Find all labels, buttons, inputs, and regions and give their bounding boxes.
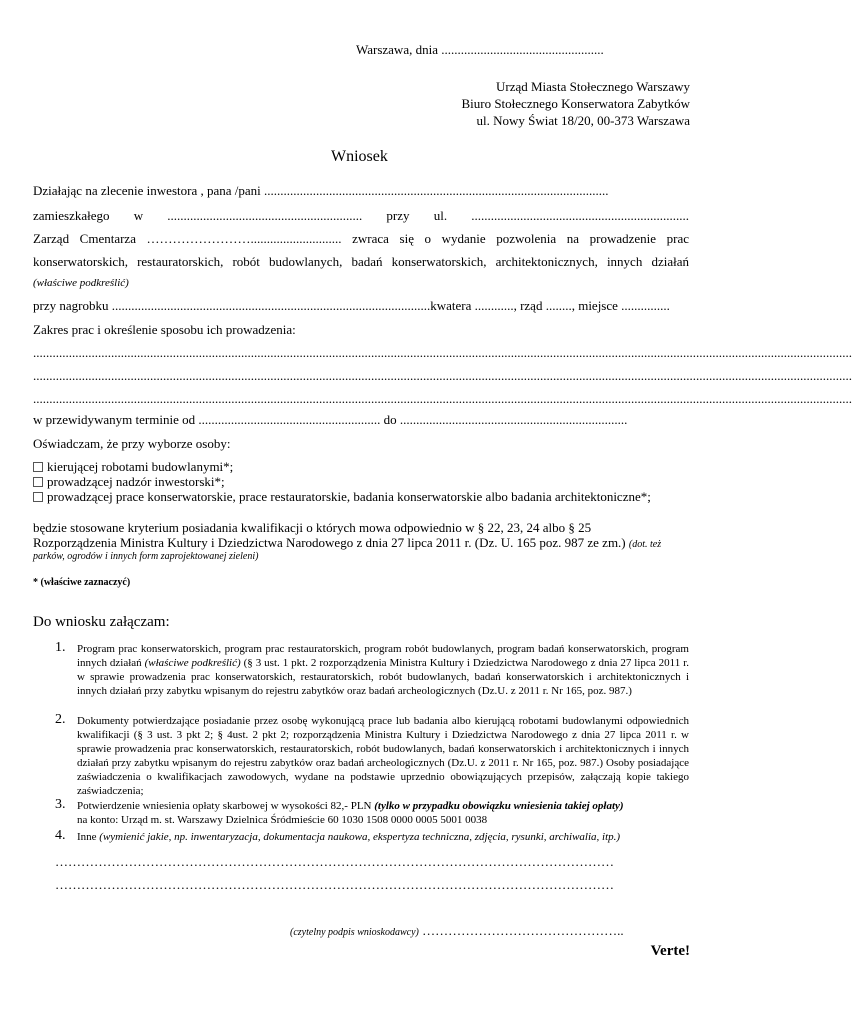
signature-line[interactable] <box>290 922 624 940</box>
address-line[interactable] <box>33 208 689 224</box>
item-number: 3. <box>55 797 66 812</box>
signature-field[interactable]: ……………………………………….. <box>418 923 624 938</box>
office-address: ul. Nowy Świat 18/20, 00-373 Warszawa <box>476 113 690 128</box>
office-department: Biuro Stołecznego Konserwatora Zabytków <box>461 96 690 111</box>
mark-note: * (właściwe zaznaczyć) <box>33 577 131 588</box>
address-in-label: w <box>133 208 144 223</box>
option-construction-manager[interactable] <box>33 459 233 475</box>
scope-blank-line[interactable]: ............................................................................................................................................................................................................................................................ <box>33 391 852 406</box>
checkbox[interactable] <box>33 462 43 472</box>
attachments-heading: Do wniosku załączam: <box>33 614 170 630</box>
attachment-item-4: Inne (wymienić jakie, np. inwentaryzacja, dokumentacja naukowa, ekspertyza techniczna, zdjęcia, rysunki, archiwalia, itp.) <box>77 831 621 843</box>
attachment-item-3: Potwierdzenie wniesienia opłaty skarbowej w wysokości 82,- PLN (tylko w przypadku obowiązku wniesienia takiej opłaty) na konto: Urząd m. st. Warszawy Dzielnica Śródmieście 60 1030 1508 0000 0005 5001 0038 <box>77 800 624 826</box>
work-types-line: konserwatorskich, restauratorskich, robót budowlanych, badań konserwatorskich, architektonicznych, innych działań <box>33 254 689 269</box>
signature-hint: (czytelny podpis wnioskodawcy) <box>290 927 419 938</box>
address-at-label: przy <box>386 208 410 223</box>
criteria-text: będzie stosowane kryterium posiadania kwalifikacji o których mowa odpowiednio w § 22, 23, 24 albo § 25 <box>33 520 592 535</box>
verte-label: Verte! <box>650 943 690 959</box>
office-name: Urząd Miasta Stołecznego Warszawy <box>495 79 690 94</box>
page-title: Wniosek <box>331 148 388 165</box>
other-blank-line[interactable]: ………………………………………………………………………………………………………………… <box>55 854 614 869</box>
criteria-note: parków, ogrodów i innych form zaprojektowanej zieleni) <box>33 551 259 562</box>
option-label: prowadzącej nadzór inwestorski*; <box>47 474 225 489</box>
declaration-label: Oświadczam, że przy wyborze osoby: <box>33 436 231 451</box>
address-city-field[interactable]: ............................................................ <box>167 208 363 223</box>
address-street-label: ul. <box>433 208 448 223</box>
underline-hint: (właściwe podkreślić) <box>33 277 129 289</box>
attachment-item-1: Program prac konserwatorskich, program prac restauratorskich, program robót budowlanych, program badań konserwatorskich, program innych działań (właściwe podkreślić) (§ 3 ust. 1 pkt. 2 rozporządzenia Ministra Kultury i Dziedzictwa Narodowego z dnia 27 lipca 2011 r. w sprawie prowadzenia prac konserwatorskich, restauratorskich, robót budowlanych, badań konserwatorskich i architektonicznych i innych działań przy zabytku wpisanym do rejestru zabytków oraz badań archeologicznych (Dz.U. z 2011 r. Nr 165, poz. 987.) <box>77 643 689 697</box>
option-label: kierującej robotami budowlanymi*; <box>47 459 234 474</box>
address-street-field[interactable]: ................................................................... <box>471 208 689 223</box>
item-number: 2. <box>55 712 66 727</box>
checkbox[interactable] <box>33 492 43 502</box>
criteria-text: Rozporządzenia Ministra Kultury i Dziedzictwa Narodowego z dnia 27 lipca 2011 r. (Dz. U. 165 poz. 987 ze zm.) (dot. też <box>33 535 662 550</box>
option-conservation-works[interactable] <box>33 489 651 505</box>
scope-blank-line[interactable]: ............................................................................................................................................................................................................................................................ <box>33 368 852 383</box>
date-line[interactable]: Warszawa, dnia .................................................. <box>356 42 604 57</box>
cemetery-line[interactable]: Zarząd Cmentarza ……………………............................ zwraca się o wydanie pozwolenia na prowadzenie prac <box>33 231 689 246</box>
checkbox[interactable] <box>33 477 43 487</box>
option-label: prowadzącej prace konserwatorskie, prace restauratorskie, badania konserwatorskie albo badania architektoniczne*; <box>47 489 651 504</box>
scope-blank-line[interactable]: ............................................................................................................................................................................................................................................................ <box>33 345 852 360</box>
attachment-item-2: Dokumenty potwierdzające posiadanie przez osobę wykonującą prace lub badania albo kierującą robotami budowlanymi odpowiednich kwalifikacji (§ 3 ust. 3 pkt 2; § 4ust. 2 pkt 2; rozporządzenia Ministra Kultury i Dziedzictwa Narodowego z dnia 27 lipca 2011 r. w sprawie prowadzenia prac konserwatorskich, restauratorskich, robót budowlanych, badań konserwatorskich i architektonicznych i innych działań przy zabytku wpisanym do rejestru zabytków oraz badań archeologicznych (Dz.U. z 2011 r. Nr 165, poz. 987.) Osoby posiadające zaświadczenia o kwalifikacjach zawodowych, wydane na podstawie uprzednio obowiązujących przepisów, załączają kopie takiego zaświadczenia; <box>77 715 689 797</box>
scope-label: Zakres prac i określenie sposobu ich prowadzenia: <box>33 322 296 337</box>
item-number: 4. <box>55 828 66 843</box>
item-number: 1. <box>55 640 66 655</box>
investor-line[interactable]: Działając na zlecenie inwestora , pana /pani .......................................................................................................... <box>33 183 609 198</box>
term-line[interactable]: w przewidywanym terminie od ........................................................ do ...................................................................... <box>33 412 628 427</box>
other-blank-line[interactable]: ………………………………………………………………………………………………………………… <box>55 877 614 892</box>
address-label: zamieszkałego <box>33 208 110 223</box>
option-investor-supervision[interactable] <box>33 474 225 490</box>
grave-location-line[interactable]: przy nagrobku ..................................................................................................kwatera ............, rząd ........, miejsce ............... <box>33 298 670 313</box>
